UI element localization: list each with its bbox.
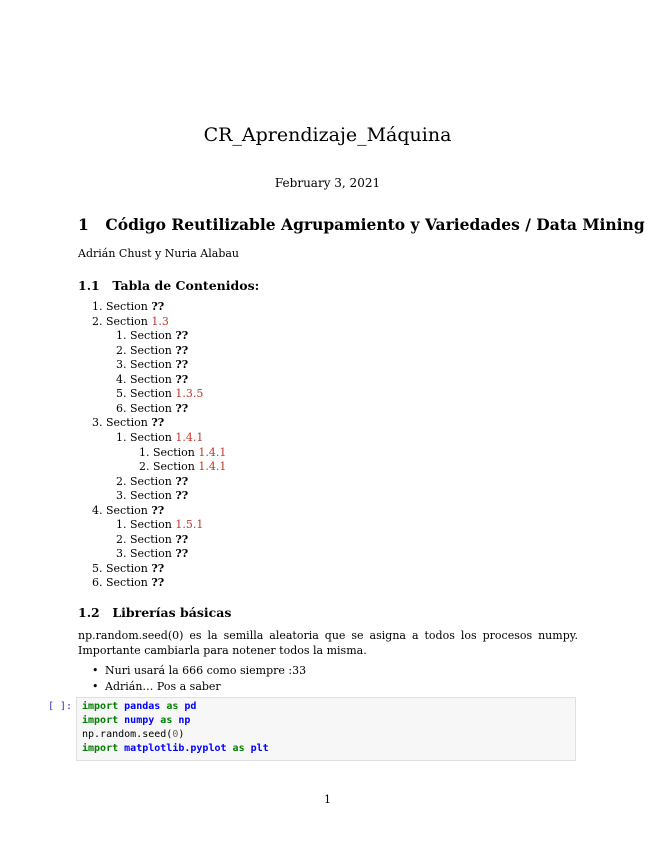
code-line-2 [82,714,190,728]
toc-label: Section [130,532,172,546]
section-1-1-title: Tabla de Contenidos: [112,278,260,293]
toc-label: Section [106,314,148,328]
code-line-1 [82,700,196,714]
toc-marker: 6. [92,576,103,590]
toc-section-link[interactable]: 1.4.1 [198,445,227,459]
toc-marker: 3. [116,489,127,503]
code-alias: np [178,715,191,726]
toc-label: Section [130,431,172,444]
code-alias: plt [250,743,269,754]
bullet-text: Adrián… Pos a saber [105,680,221,693]
section-1-2-heading [78,605,231,620]
toc-section-link[interactable]: 1.3.5 [175,387,204,401]
toc-marker: 2. [92,314,103,328]
toc-label: Section [106,503,148,517]
section-1-heading [78,215,645,234]
toc-marker: 3. [116,358,127,372]
toc-label: Section [153,460,195,474]
code-keyword: as [166,701,179,712]
toc-marker: 4. [116,372,127,386]
bullet-icon: • [92,664,99,677]
toc-missing-ref: ?? [175,474,189,488]
code-cell[interactable] [76,697,576,761]
toc-label: Section [106,561,148,575]
toc-missing-ref: ?? [151,503,165,517]
toc-label: Section [106,576,148,590]
section-1-title: Código Reutilizable Agrupamiento y Variedades / Data Mining [105,215,645,234]
toc-label: Section [106,416,148,430]
toc-label: Section [130,372,172,386]
toc-marker: 1. [92,300,103,313]
toc-item [92,315,169,329]
section-1-2-title: Librerías básicas [112,605,232,620]
toc-missing-ref: ?? [175,401,189,415]
code-line-4 [82,742,269,756]
toc-marker: 3. [92,416,103,430]
code-line-3 [82,728,184,742]
toc-section-link[interactable]: 1.5.1 [175,518,204,532]
toc-marker: 1. [116,518,127,532]
code-keyword: as [160,715,173,726]
toc-label: Section [130,358,172,372]
toc-label: Section [130,343,172,357]
toc-missing-ref: ?? [175,489,189,503]
seed-paragraph: np.random.seed(0) es la semilla aleatoria que se asigna a todos los procesos numpy. Importante cambiarla para notener todos la misma. [78,629,578,657]
toc-item [116,431,203,445]
code-alias: pd [184,701,197,712]
toc-marker: 5. [116,387,127,401]
toc-section-link[interactable]: 1.4.1 [175,431,204,444]
toc-label: Section [130,547,172,561]
section-1-2-number: 1.2 [78,605,100,620]
document-date: February 3, 2021 [274,176,381,190]
toc-missing-ref: ?? [175,358,189,372]
document-title: CR_Aprendizaje_Máquina [203,124,452,146]
toc-missing-ref: ?? [151,561,165,575]
toc-label: Section [130,401,172,415]
toc-item [116,533,188,547]
toc-item [116,329,188,343]
toc-missing-ref: ?? [175,532,189,546]
toc-marker: 2. [116,532,127,546]
toc-marker: 1. [116,431,127,444]
page-number: 1 [324,793,331,806]
toc-missing-ref: ?? [175,372,189,386]
code-keyword: import [82,701,119,712]
bullet-icon: • [92,680,99,693]
code-keyword: import [82,743,119,754]
toc-item [116,475,188,489]
toc-marker: 1. [139,445,150,459]
toc-label: Section [130,387,172,401]
authors: Adrián Chust y Nuria Alabau [78,247,240,260]
toc-item [116,344,188,358]
toc-item [139,460,226,474]
code-module: pandas [124,701,161,712]
toc-missing-ref: ?? [151,416,165,430]
toc-label: Section [153,445,195,459]
toc-item [116,387,203,401]
toc-marker: 1. [116,329,127,343]
toc-item [92,562,164,576]
code-text: ) [178,729,185,740]
bullet-item-2 [92,680,221,693]
toc-missing-ref: ?? [151,300,165,313]
toc-label: Section [130,329,172,343]
code-keyword: import [82,715,119,726]
toc-item [116,489,188,503]
toc-marker: 2. [139,460,150,474]
toc-label: Section [130,489,172,503]
bullet-item-1 [92,664,306,677]
code-cell-prompt: [ ]: [48,701,73,712]
toc-label: Section [130,474,172,488]
toc-marker: 2. [116,343,127,357]
toc-marker: 5. [92,561,103,575]
section-1-1-number: 1.1 [78,278,100,293]
toc-marker: 2. [116,474,127,488]
toc-label: Section [106,300,148,313]
toc-missing-ref: ?? [175,343,189,357]
toc-section-link[interactable]: 1.4.1 [198,460,227,474]
code-text: np.random.seed( [82,729,173,740]
section-1-1-heading [78,278,259,293]
toc-item [116,518,203,532]
toc-section-link[interactable]: 1.3 [151,314,169,328]
toc-item [139,446,226,460]
toc-marker: 3. [116,547,127,561]
toc-item [116,373,188,387]
toc-item [116,402,188,416]
toc-missing-ref: ?? [175,547,189,561]
toc-marker: 6. [116,401,127,415]
toc-item [92,300,164,314]
code-keyword: as [232,743,245,754]
section-1-number: 1 [78,215,89,234]
code-number: 0 [172,729,179,740]
toc-item [116,547,188,561]
toc-missing-ref: ?? [175,329,189,343]
code-module: numpy [124,715,155,726]
bullet-text: Nuri usará la 666 como siempre :33 [105,664,307,677]
code-module: matplotlib.pyplot [124,743,227,754]
toc-item [92,416,164,430]
toc-item [116,358,188,372]
toc-marker: 4. [92,503,103,517]
toc-item [92,576,164,590]
toc-label: Section [130,518,172,532]
toc-item [92,504,164,518]
toc-missing-ref: ?? [151,576,165,590]
